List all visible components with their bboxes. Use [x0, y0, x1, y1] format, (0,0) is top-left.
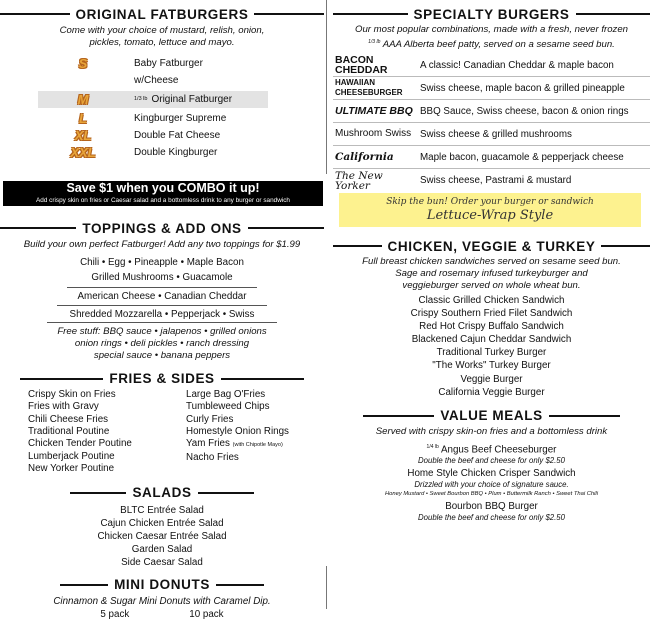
divider [57, 305, 267, 306]
salads-heading: SALADS [70, 484, 254, 502]
specialty-list [333, 54, 650, 192]
original-fatburgers-heading: ORIGINAL FATBURGERS [0, 5, 324, 23]
fries-list [0, 389, 324, 476]
value-meals-heading: VALUE MEALS [363, 407, 620, 425]
right-column [333, 0, 650, 192]
size-row-xl: XL Double Fat Cheese [74, 128, 221, 143]
cheese-row: American Cheese • Canadian Cheddar [77, 291, 247, 303]
original-desc: Come with your choice of mustard, relish, onion, pickles, tomato, lettuce and mayo. [59, 25, 265, 48]
specialty-item: HAWAIIAN CHEESEBURGER Swiss cheese, maple bacon & grilled pineapple [333, 77, 650, 100]
toppings-desc: Build your own perfect Fatburger! Add any two toppings for $1.99 [23, 239, 301, 250]
chicken-heading: CHICKEN, VEGGIE & TURKEY [333, 237, 650, 255]
left-column [0, 0, 324, 161]
column-divider-top [326, 0, 327, 174]
value-meal-1: $^{1/4 lb}$ Angus Beef Cheeseburger Double the beef and cheese for only $2.50 [418, 443, 565, 466]
cheese-row: Shredded Mozzarella • Pepperjack • Swiss [69, 308, 255, 320]
size-list [0, 55, 324, 161]
divider [67, 287, 257, 288]
fries-col-2: Large Bag O'Fries Tumbleweed Chips Curly Fries Homestyle Onion Rings Yam Fries (with Chipotle Mayo) Nacho Fries [186, 388, 289, 463]
combo-banner: Save $1 when you COMBO it up! Add crispy skin on fries or Caesar salad and a bottomless drink to any burger or sandwich [3, 181, 323, 206]
specialty-item: BACON CHEDDAR A classic! Canadian Cheddar & maple bacon [333, 54, 650, 77]
size-row-m: M 1/3 lb Original Fatburger [38, 91, 268, 108]
donuts-heading: MINI DONUTS [60, 576, 264, 594]
size-row-s-cheese: w/Cheese [134, 75, 179, 86]
specialty-item: ULTIMATE BBQ BBQ Sauce, Swiss cheese, bacon & onion rings [333, 100, 650, 123]
specialty-item: California Maple bacon, guacamole & pepperjack cheese [333, 146, 650, 169]
fries-heading: FRIES & SIDES [20, 370, 304, 388]
lettuce-wrap-banner: Skip the bun! Order your burger or sandwich Lettuce-Wrap Style [339, 193, 641, 227]
size-row-xxl: XXL Double Kingburger [70, 145, 218, 160]
specialty-item: Mushroom Swiss Swiss cheese & grilled mushrooms [333, 123, 650, 146]
specialty-desc: Our most popular combinations, made with a fresh, never frozen $^{1/3 lb}$ AAA Alberta beef patty, served on a sesame seed bun. [354, 24, 629, 51]
size-row-l: L Kingburger Supreme [79, 111, 227, 126]
size-row-s: S Baby Fatburger [78, 56, 203, 71]
divider [47, 322, 277, 323]
right-column-lower [333, 237, 650, 523]
value-meal-3: Bourbon BBQ Burger Double the beef and cheese for only $2.50 [418, 501, 565, 523]
left-column-lower [0, 219, 324, 620]
specialty-heading: SPECIALTY BURGERS [333, 5, 650, 23]
value-meal-2: Home Style Chicken Crisper Sandwich Drizzled with your choice of signature sauce. Honey Mustard • Sweet Bourbon BBQ • Plum • Buttermilk Ranch • Sweet Thai Chili [384, 468, 599, 498]
chicken-list: Classic Grilled Chicken Sandwich Crispy Southern Fried Filet Sandwich Red Hot Crispy Buffalo Sandwich Blackened Cajun Cheddar Sandwich Traditional Turkey Burger "The Works" Turkey Burger Veggie Burger California Veggie Burger [410, 295, 573, 398]
specialty-item: The New Yorker Swiss cheese, Pastrami & mustard [335, 169, 572, 192]
donuts-desc: Cinnamon & Sugar Mini Donuts with Caramel Dip. [53, 595, 271, 607]
toppings-row: Grilled Mushrooms • Guacamole [91, 272, 233, 284]
free-stuff: Free stuff: BBQ sauce • jalapenos • grilled onions onion rings • deli pickles • ranch dressing special sauce • banana peppers [57, 325, 267, 361]
value-desc: Served with crispy skin-on fries and a bottomless drink [375, 425, 608, 437]
chicken-desc: Full breast chicken sandwiches served on sesame seed bun. Sage and rosemary infused turkeyburger and veggieburger served on whole wheat bun. [362, 256, 621, 291]
salads-list: BLTC Entrée Salad Cajun Chicken Entrée Salad Chicken Caesar Entrée Salad Garden Salad Side Caesar Salad [97, 504, 227, 568]
toppings-row: Chili • Egg • Pineapple • Maple Bacon [80, 257, 244, 268]
column-divider-bottom [326, 566, 327, 609]
toppings-heading: TOPPINGS & ADD ONS [0, 219, 324, 237]
donut-options: 5 pack 10 pack [100, 608, 224, 620]
fries-col-1: Crispy Skin on Fries Fries with Gravy Chili Cheese Fries Traditional Poutine Chicken Tender Poutine Lumberjack Poutine New Yorker Poutine [28, 388, 132, 475]
